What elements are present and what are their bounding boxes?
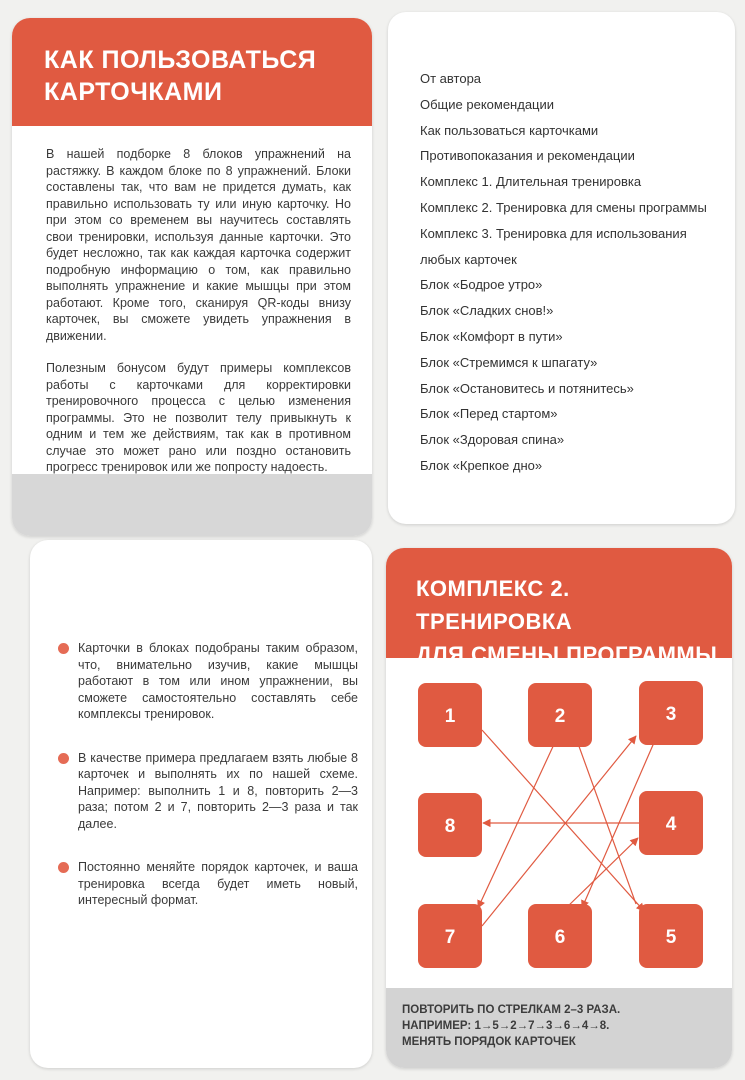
contents-item: Комплекс 3. Тренировка для использования: [420, 225, 687, 241]
bullet-dot-icon: [58, 862, 69, 873]
contents-item: Блок «Остановитесь и потянитесь»: [420, 380, 634, 396]
node-6: [528, 904, 592, 968]
complex-2-header: [386, 548, 732, 667]
node-2: [528, 683, 592, 747]
how-to-use-title-line1: КАК ПОЛЬЗОВАТЬСЯ: [44, 46, 317, 74]
contents-card: [388, 12, 735, 524]
tips-card: [30, 540, 372, 1068]
contents-item: Блок «Перед стартом»: [420, 406, 558, 422]
contents-item: Комплекс 1. Длительная тренировка: [420, 174, 642, 190]
node-5-label: 5: [665, 927, 677, 948]
node-8: [418, 793, 482, 857]
contents-item: От автора: [420, 71, 482, 86]
complex-2-footer-line3: МЕНЯТЬ ПОРЯДОК КАРТОЧЕК: [402, 1036, 576, 1048]
complex-2-title-line1: КОМПЛЕКС 2. ТРЕНИРОВКА: [416, 576, 573, 634]
arrow-scheme-diagram: [386, 668, 732, 988]
bullet-dot-icon: [58, 643, 69, 654]
how-to-use-paragraph-2: Полезным бонусом будут примеры комплексов работы с карточками для корректировки тренировочного процесса с целью изменения программы. Это не позволит телу привыкнуть к одним и тем же действиям, так как в противном случае это может рано или поздно остановить прогресс тренировок или же попросту надоесть.: [46, 361, 351, 474]
contents-item: Комплекс 2. Тренировка для смены программы: [420, 199, 707, 215]
contents-item: Блок «Здоровая спина»: [420, 432, 565, 448]
node-1: [418, 683, 482, 747]
tip-text: В качестве примера предлагаем взять любые 8 карточек и выполнять их по нашей схеме. Например: выполнить 1 и 8, повторить 2—3 раза; потом 2 и 7, повторить 2—3 раза и так далее.: [78, 750, 358, 831]
arrow-7-to-3: [482, 736, 636, 926]
contents-item: Общие рекомендации: [420, 96, 555, 112]
node-4-label: 4: [665, 814, 677, 835]
complex-2-title-line2: ДЛЯ СМЕНЫ ПРОГРАММЫ: [416, 642, 718, 667]
node-2-label: 2: [554, 706, 566, 727]
how-to-use-header: [12, 18, 372, 126]
arrow-6-to-4: [564, 838, 638, 910]
contents-item: Как пользоваться карточками: [420, 122, 599, 138]
tips-list: [58, 640, 358, 909]
node-3-label: 3: [665, 704, 677, 725]
tip-item: [58, 859, 358, 909]
complex-2-footer-line1: ПОВТОРИТЬ ПО СТРЕЛКАМ 2–3 РАЗА.: [402, 1004, 621, 1016]
how-to-use-card: [12, 18, 372, 536]
contents-item: Блок «Бодрое утро»: [420, 277, 543, 293]
node-7-label: 7: [444, 927, 456, 948]
tip-text: Постоянно меняйте порядок карточек, и ваша тренировка всегда будет иметь новый, интересный формат.: [78, 860, 358, 907]
complex-2-card: [386, 548, 732, 1068]
arrow-5-to-2: [576, 738, 636, 904]
how-to-use-paragraph-1: В нашей подборке 8 блоков упражнений на растяжку. В каждом блоке по 8 упражнений. Блоки составлены так, что вам не придется думать, как правильно использовать ту или иную карточку. Но при этом со временем вы научитесь составлять свои тренировки, используя данные карточки. Это будет несложно, так как каждая карточка содержит подробную информацию о том, как правильно выполнять упражнение и какие мышцы при этом работают. Кроме того, сканируя QR-коды внизу карточек, вы сможете увидеть упражнения в движении.: [46, 147, 351, 343]
node-5: [639, 904, 703, 968]
how-to-use-footer: [12, 474, 372, 536]
tip-text: Карточки в блоках подобраны таким образом, что, внимательно изучив, какие мышцы работают в том или ином упражнении, вы сможете самостоятельно составлять себе комплексы тренировок.: [78, 641, 358, 721]
complex-2-footer-line2: НАПРИМЕР: 1→5→2→7→3→6→4→8.: [402, 1020, 610, 1032]
tip-item: [58, 750, 358, 833]
node-6-label: 6: [554, 927, 566, 948]
complex-2-footer: [386, 988, 732, 1068]
contents-item: любых карточек: [420, 251, 517, 267]
contents-item: Блок «Комфорт в пути»: [420, 328, 563, 344]
node-4: [639, 791, 703, 855]
contents-item: Блок «Стремимся к шпагату»: [420, 354, 598, 370]
node-8-label: 8: [444, 816, 456, 837]
tip-item: [58, 640, 358, 723]
node-7: [418, 904, 482, 968]
contents-item: Противопоказания и рекомендации: [420, 148, 635, 164]
contents-item: Блок «Крепкое дно»: [420, 457, 543, 473]
how-to-use-body: [46, 146, 351, 492]
node-1-label: 1: [444, 706, 456, 727]
contents-item: Блок «Сладких снов!»: [420, 303, 554, 319]
bullet-dot-icon: [58, 753, 69, 764]
contents-list: [420, 66, 720, 479]
how-to-use-title-line2: КАРТОЧКАМИ: [44, 78, 223, 106]
node-3: [639, 681, 703, 745]
